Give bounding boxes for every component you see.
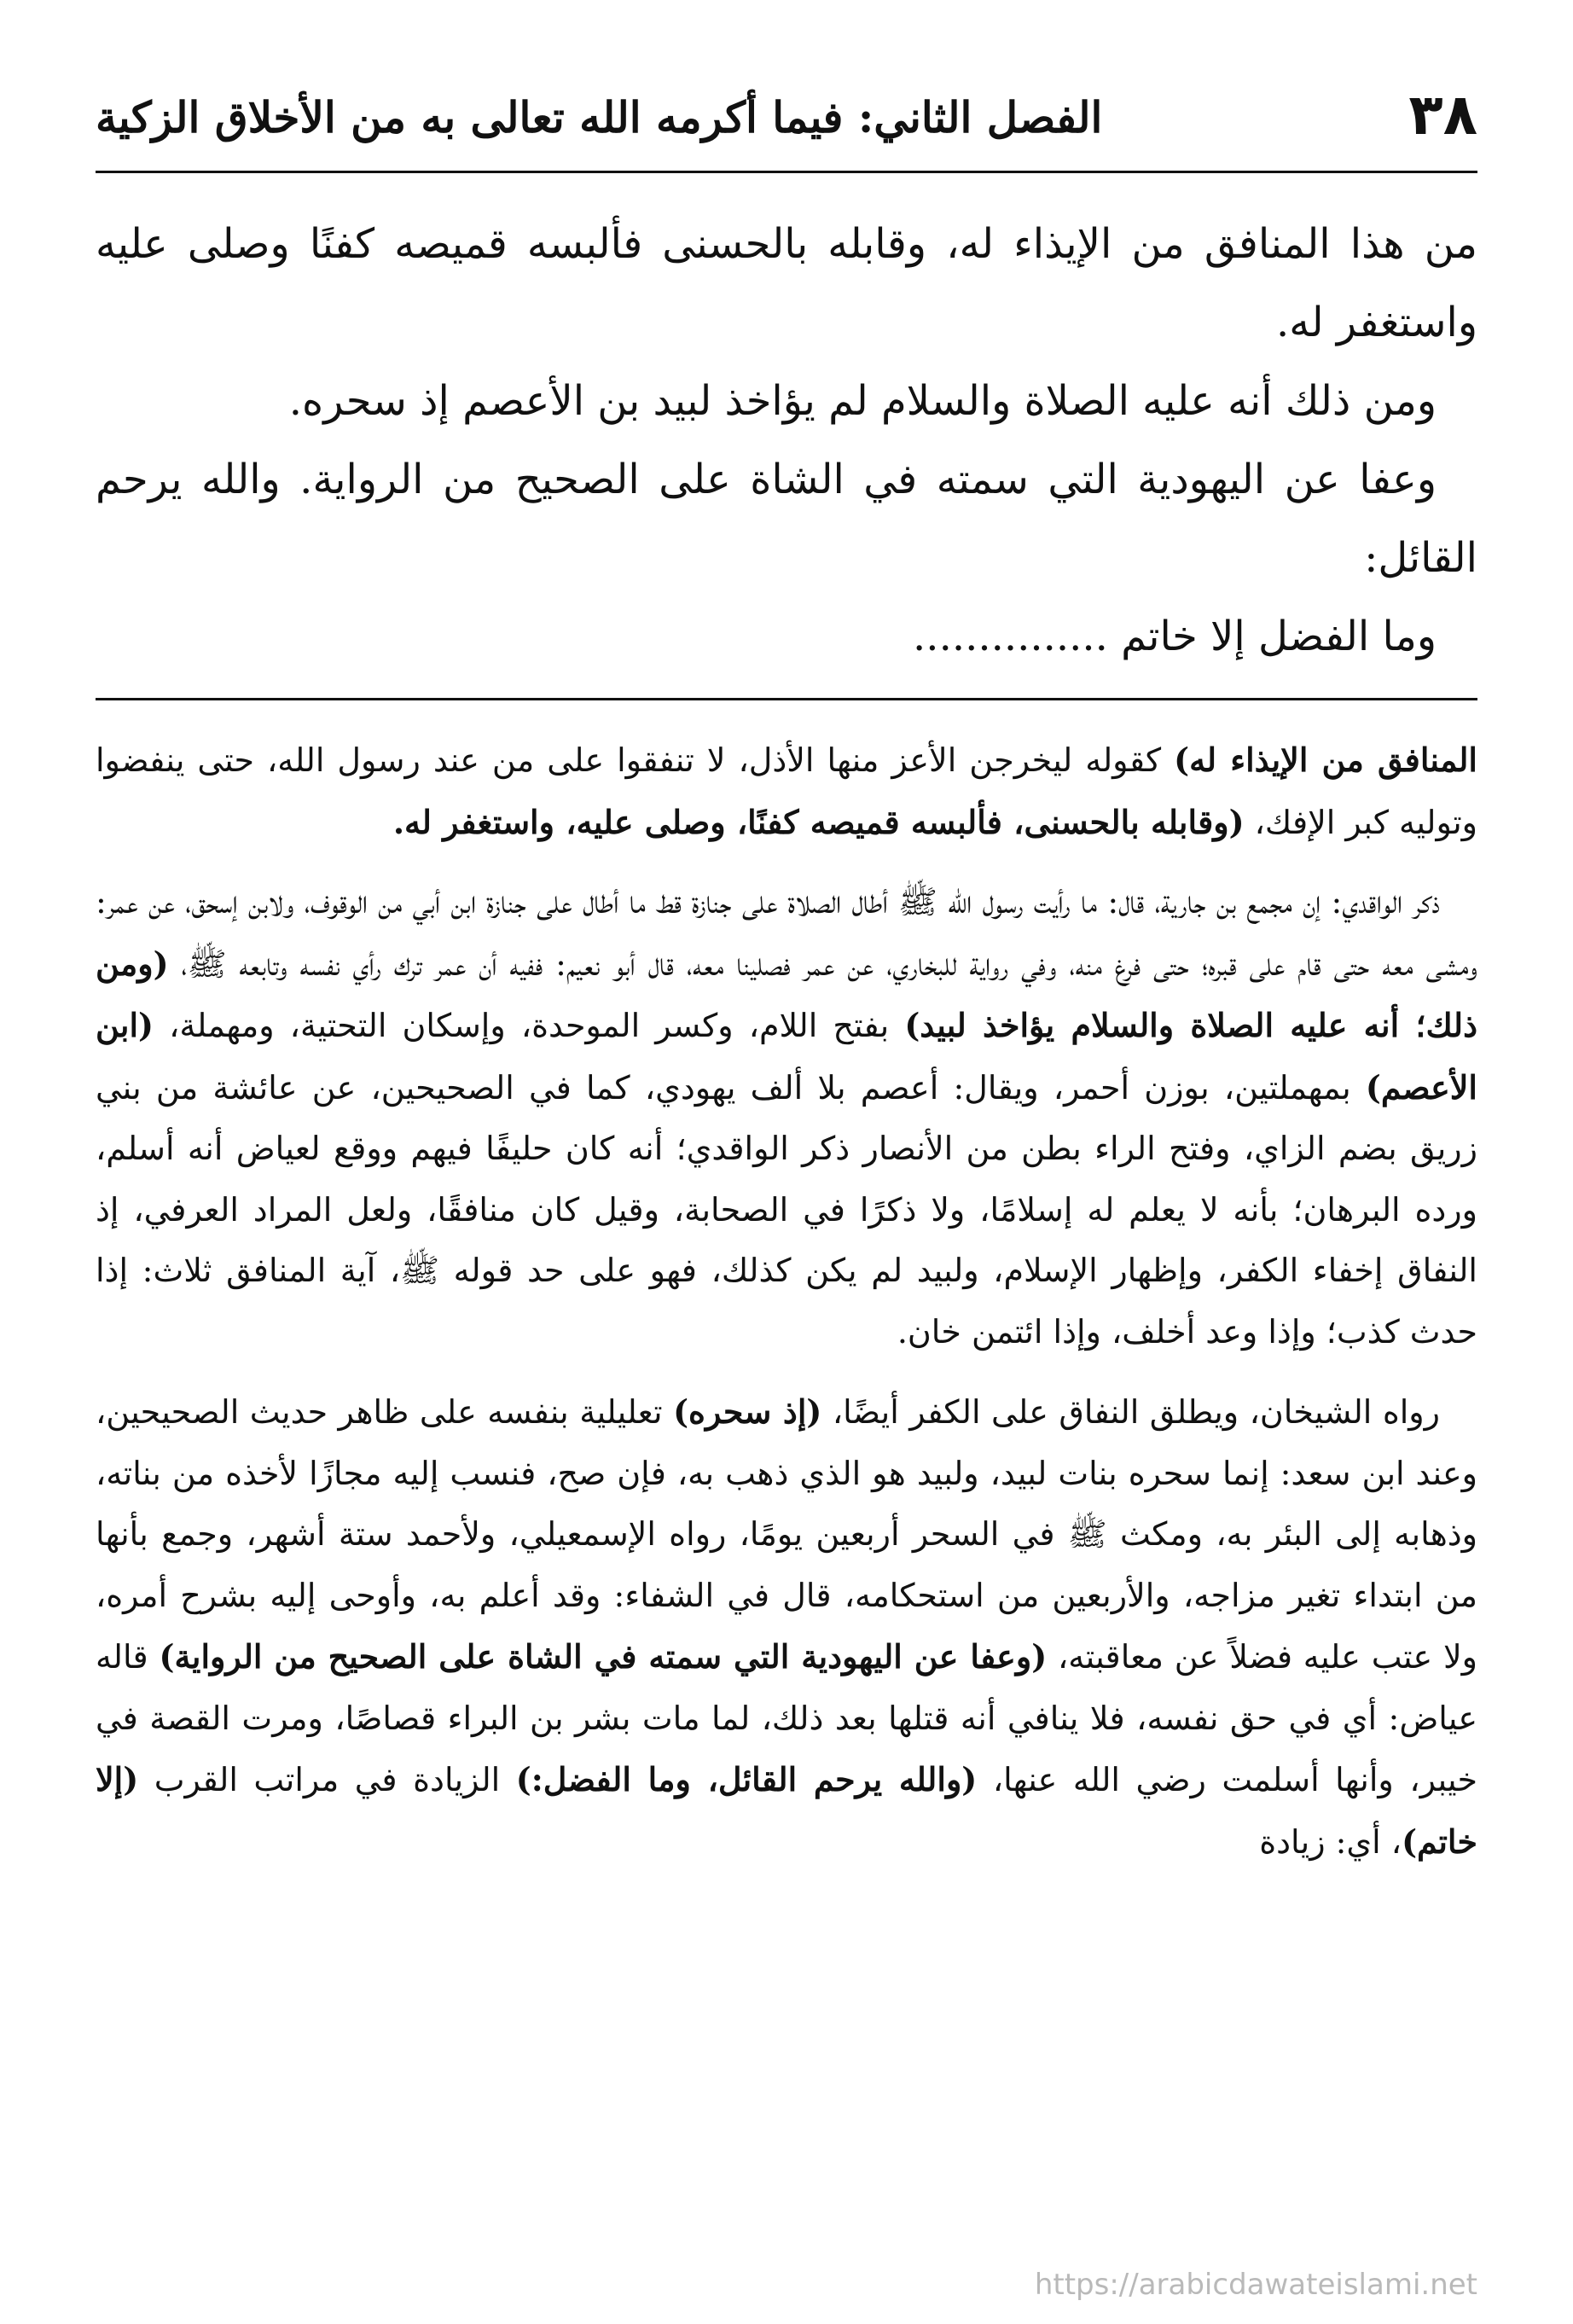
chapter-title: الفصل الثاني: فيما أكرمه الله تعالى به من الأخلاق الزكية: [96, 92, 1103, 142]
watermark-url: https://arabicdawateislami.net: [1034, 2268, 1477, 2302]
matn-quote: (ومن ذلك؛ أنه عليه الصلاة والسلام يؤاخذ لبيد): [96, 944, 1478, 1044]
commentary-paragraph: [96, 1381, 1477, 1873]
matn-quote: (وعفا عن اليهودية التي سمته في الشاة على الصحيح من الرواية): [159, 1637, 1048, 1676]
matn-quote: (وقابله بالحسنى، فألبسه قميصه كفنًا، وصلى عليه، واستغفر له.: [392, 802, 1245, 841]
page-number: ٣٨: [1408, 82, 1477, 148]
main-text: [96, 205, 1477, 676]
main-paragraph: ومن ذلك أنه عليه الصلاة والسلام لم يؤاخذ لبيد بن الأعصم إذ سحره.: [288, 377, 1437, 425]
matn-quote: (والله يرحم القائل، وما الفضل:): [515, 1760, 978, 1798]
commentary-text: ، أي: زيادة: [1259, 1822, 1402, 1861]
commentary-text: بفتح اللام، وكسر الموحدة، وإسكان التحتية، ومهملة،: [154, 1007, 905, 1044]
commentary-text: قاله عياض: أي في حق نفسه، فلا ينافي أنه قتلها بعد ذلك، لما مات بشر بن البراء قصاصًا، ومرت القصة في خيبر، وأنها أسلمت رضي الله عنها،: [96, 1638, 1478, 1798]
main-paragraph: وعفا عن اليهودية التي سمته في الشاة على الصحيح من الرواية. والله يرحم القائل:: [96, 456, 1477, 582]
page-header: [96, 67, 1477, 160]
matn-quote: (ابن الأعصم): [96, 1006, 1477, 1107]
commentary-paragraph: [96, 729, 1477, 853]
header-divider: [96, 171, 1477, 173]
poetry-line: وما الفضل إلا خاتم ...............: [913, 613, 1437, 660]
commentary-text: ذكر الواقدي: إن مجمع بن جارية، قال: ما رأيت رسول الله ﷺ أطال الصلاة على جنازة قط ما أطال على جنازة ابن أبي من الوقوف، ولابن إسحق، عن عمر: ومشى معه حتى قام على قبره؛ حتى فرغ منه، وفي رواية للبخاري، عن عمر فصلينا معه، قال أبو نعيم: ففيه أن عمر ترك رأي نفسه وتابعه ﷺ،: [96, 883, 1477, 983]
main-paragraph: من هذا المنافق من الإيذاء له، وقابله بالحسنى فألبسه قميصه كفنًا وصلى عليه واستغفر له.: [96, 220, 1477, 346]
commentary-text: رواه الشيخان، ويطلق النفاق على الكفر أيضًا،: [821, 1393, 1440, 1431]
commentary-text: بمهملتين، بوزن أحمر، ويقال: أعصم بلا ألف يهودي، كما في الصحيحين، عن عائشة من بني زريق بضم الزاي، وفتح الراء بطن من الأنصار ذكر الواقدي؛ أنه كان حليفًا فيهم ووقع لعياض أنه أسلم، ورده البرهان؛ بأنه لا يعلم له إسلامًا، ولا ذكرًا في الصحابة، وقيل كان منافقًا، ولعل المراد العرفي، إذ النفاق إخفاء الكفر، وإظهار الإسلام، ولبيد لم يكن كذلك، فهو على حد قوله ﷺ، آية المنافق ثلاث: إذا حدث كذب؛ وإذا وعد أخلف، وإذا ائتمن خان.: [96, 1068, 1477, 1351]
matn-quote: (إذ سحره): [673, 1392, 822, 1431]
commentary: [96, 729, 1477, 1891]
commentary-text: كقوله ليخرجن الأعز منها الأذل، لا تنفقوا على من عند رسول الله، حتى ينفضوا وتوليه كبر الإفك،: [96, 741, 1477, 841]
commentary-divider: [96, 698, 1477, 700]
commentary-paragraph: [96, 872, 1477, 1362]
commentary-text: الزيادة في مراتب القرب: [138, 1761, 516, 1798]
commentary-text: تعليلية بنفسه على ظاهر حديث الصحيحين، وعند ابن سعد: إنما سحره بنات لبيد، ولبيد هو الذي ذهب به، فإن صح، فنسب إليه مجازًا لأخذه من بناته، وذهابه إلى البئر به، ومكث ﷺ في السحر أربعين يومًا، رواه الإسمعيلي، ولأحمد ستة أشهر، وجمع بأنها من ابتداء تغير مزاجه، والأربعين من استحكامه، قال في الشفاء: وقد أعلم به، وأوحى إليه بشرح أمره، ولا عتب عليه فضلاً عن معاقبته،: [96, 1393, 1477, 1676]
matn-quote: (إلا خاتم): [96, 1760, 1477, 1861]
matn-quote: المنافق من الإيذاء له): [1174, 741, 1477, 779]
